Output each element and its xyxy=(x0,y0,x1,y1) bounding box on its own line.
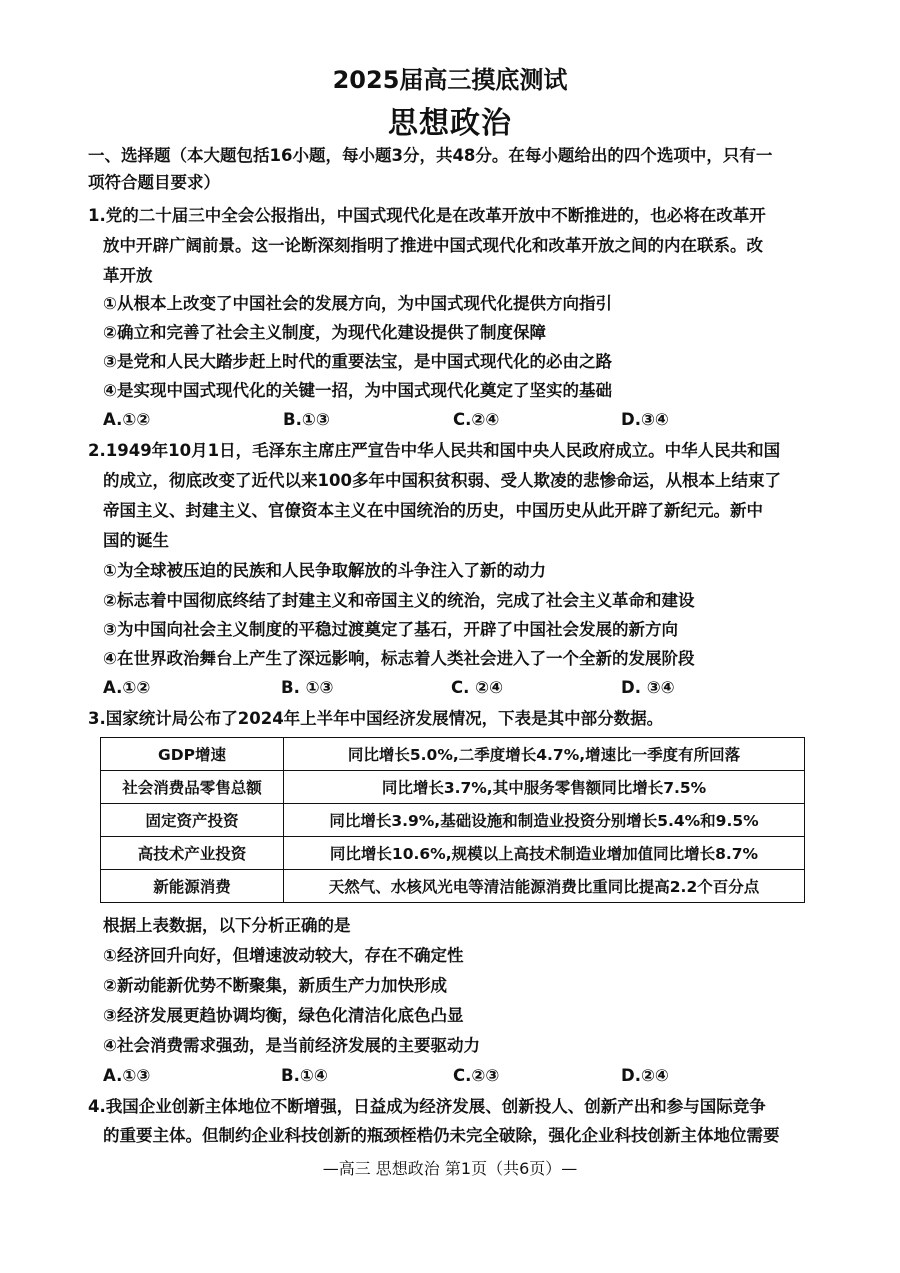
q2-item-1: ①为全球被压迫的民族和人民争取解放的斗争注入了新的动力 xyxy=(103,561,546,580)
table-cell-value: 同比增长10.6%,规模以上高技术制造业增加值同比增长8.7% xyxy=(284,837,805,870)
economic-data-table xyxy=(100,737,805,903)
q3-item-1: ①经济回升向好，但增速波动较大，存在不确定性 xyxy=(103,946,464,965)
table-row xyxy=(101,837,805,870)
q1-stem-line2: 放中开辟广阔前景。这一论断深刻指明了推进中国式现代化和改革开放之间的内在联系。改 xyxy=(103,236,763,255)
q1-option-b: B.①③ xyxy=(283,410,330,429)
q2-item-3: ③为中国向社会主义制度的平稳过渡奠定了基石，开辟了中国社会发展的新方向 xyxy=(103,620,678,639)
q3-option-a: A.①③ xyxy=(103,1066,151,1085)
table-row xyxy=(101,870,805,903)
q1-option-c: C.②④ xyxy=(453,410,500,429)
q1-item-2: ②确立和完善了社会主义制度，为现代化建设提供了制度保障 xyxy=(103,323,546,342)
q3-item-2: ②新动能新优势不断聚集，新质生产力加快形成 xyxy=(103,976,447,995)
q2-stem-line3: 帝国主义、封建主义、官僚资本主义在中国统治的历史，中国历史从此开辟了新纪元。新中 xyxy=(103,501,763,520)
q1-stem-line1: 1.党的二十届三中全会公报指出，中国式现代化是在改革开放中不断推进的，也必将在改革开 xyxy=(88,206,766,225)
table-cell-key: 社会消费品零售总额 xyxy=(101,771,284,804)
exam-title: 2025届高三摸底测试 xyxy=(332,66,568,94)
q1-option-d: D.③④ xyxy=(621,410,669,429)
table-cell-key: 高技术产业投资 xyxy=(101,837,284,870)
q3-item-4: ④社会消费需求强劲，是当前经济发展的主要驱动力 xyxy=(103,1036,480,1055)
subject-title: 思想政治 xyxy=(388,106,512,141)
q3-prompt: 根据上表数据，以下分析正确的是 xyxy=(103,916,351,935)
q3-option-b: B.①④ xyxy=(281,1066,328,1085)
table-row xyxy=(101,738,805,771)
q2-option-a: A.①② xyxy=(103,678,151,697)
q4-stem-line1: 4.我国企业创新主体地位不断增强，日益成为经济发展、创新投人、创新产出和参与国际竞争 xyxy=(88,1097,766,1116)
table-cell-value: 同比增长5.0%,二季度增长4.7%,增速比一季度有所回落 xyxy=(284,738,805,771)
table-row xyxy=(101,771,805,804)
table-cell-value: 同比增长3.9%,基础设施和制造业投资分别增长5.4%和9.5% xyxy=(284,804,805,837)
q3-option-d: D.②④ xyxy=(621,1066,669,1085)
q2-stem-line2: 的成立，彻底改变了近代以来100多年中国积贫积弱、受人欺凌的悲惨命运，从根本上结束了 xyxy=(103,471,781,490)
q3-item-3: ③经济发展更趋协调均衡，绿色化清洁化底色凸显 xyxy=(103,1006,464,1025)
q3-stem: 3.国家统计局公布了2024年上半年中国经济发展情况，下表是其中部分数据。 xyxy=(88,709,664,728)
section-heading-line1: 一、选择题（本大题包括16小题，每小题3分，共48分。在每小题给出的四个选项中，只有一 xyxy=(88,146,773,165)
section-heading-line2: 项符合题目要求） xyxy=(88,173,220,192)
q1-item-1: ①从根本上改变了中国社会的发展方向，为中国式现代化提供方向指引 xyxy=(103,294,612,313)
q1-option-a: A.①② xyxy=(103,410,151,429)
q4-stem-line2: 的重要主体。但制约企业科技创新的瓶颈桎梏仍未完全破除，强化企业科技创新主体地位需要 xyxy=(103,1126,780,1145)
q1-item-3: ③是党和人民大踏步赶上时代的重要法宝，是中国式现代化的必由之路 xyxy=(103,352,612,371)
table-row xyxy=(101,804,805,837)
q1-item-4: ④是实现中国式现代化的关键一招，为中国式现代化奠定了坚实的基础 xyxy=(103,381,612,400)
q2-item-4: ④在世界政治舞台上产生了深远影响，标志着人类社会进入了一个全新的发展阶段 xyxy=(103,649,695,668)
q2-option-d: D. ③④ xyxy=(621,678,675,697)
q2-stem-line4: 国的诞生 xyxy=(103,531,169,550)
table-cell-value: 天然气、水核风光电等清洁能源消费比重同比提高2.2个百分点 xyxy=(284,870,805,903)
q2-option-c: C. ②④ xyxy=(451,678,504,697)
table-cell-key: 新能源消费 xyxy=(101,870,284,903)
table-cell-key: GDP增速 xyxy=(101,738,284,771)
q2-item-2: ②标志着中国彻底终结了封建主义和帝国主义的统治，完成了社会主义革命和建设 xyxy=(103,591,695,610)
q2-stem-line1: 2.1949年10月1日，毛泽东主席庄严宣告中华人民共和国中央人民政府成立。中华人民共和国 xyxy=(88,441,781,460)
q1-stem-line3: 革开放 xyxy=(103,266,153,285)
table-cell-key: 固定资产投资 xyxy=(101,804,284,837)
table-cell-value: 同比增长3.7%,其中服务零售额同比增长7.5% xyxy=(284,771,805,804)
q3-option-c: C.②③ xyxy=(453,1066,500,1085)
page-footer: —高三 思想政治 第1页（共6页）— xyxy=(322,1159,578,1178)
q2-option-b: B. ①③ xyxy=(281,678,334,697)
